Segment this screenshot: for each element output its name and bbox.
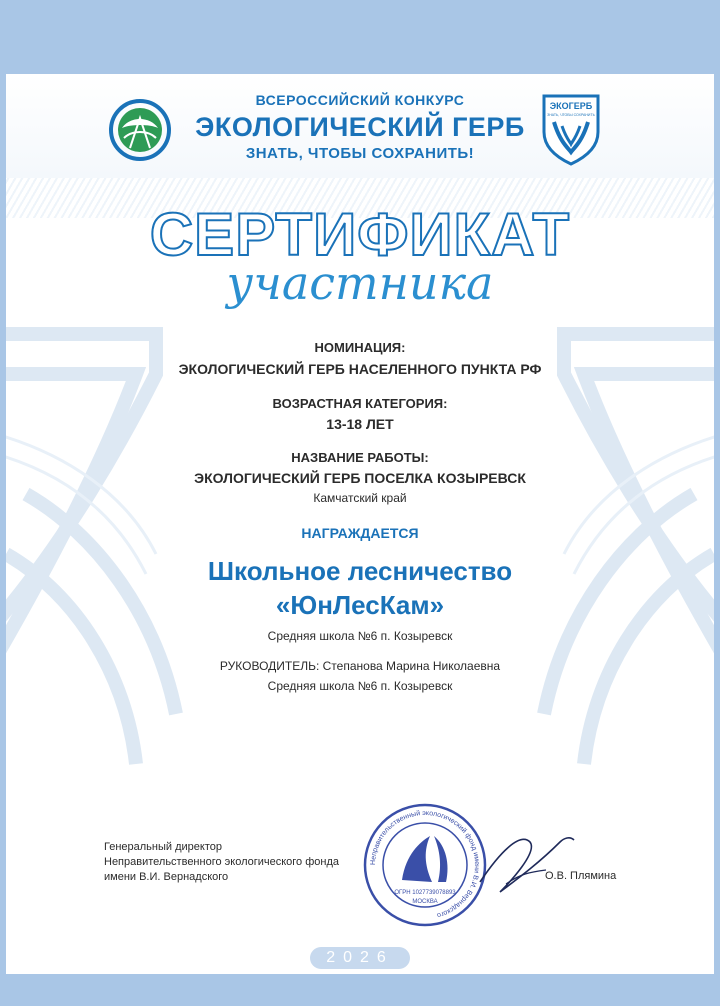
stamp-ring-text: Неправительственный экологический фонд имени В.И. Вернадского [369,809,481,919]
ekogerb-logo-text: ЭКОГЕРБ [549,101,593,111]
signature [470,822,580,902]
contest-slogan: ЗНАТЬ, ЧТОБЫ СОХРАНИТЬ! [245,145,475,162]
stamp-city: МОСКВА [412,899,438,905]
director-block [104,840,339,885]
top-border-band [0,0,720,74]
nomination-label: НОМИНАЦИЯ: [314,340,406,355]
bottom-border-band [0,974,720,1006]
age-category-value: 13-18 ЛЕТ [326,416,394,432]
stamp-ogrn: ОГРН 1027739078893 [394,890,456,896]
ekogerb-shield-logo [540,92,602,166]
age-category-label: ВОЗРАСТНАЯ КАТЕГОРИЯ: [272,396,448,411]
certificate-subtitle: участника [226,256,494,310]
awardee-school: Средняя школа №6 п. Козыревск [267,629,453,643]
director-org: Неправительственного экологического фонда [104,856,340,868]
year-badge: 2026 [310,947,410,969]
contest-label: ВСЕРОССИЙСКИЙ КОНКУРС [255,92,465,108]
ekogerb-logo-subtext: ЗНАТЬ, ЧТОБЫ СОХРАНИТЬ [547,113,595,117]
nomination-value: ЭКОЛОГИЧЕСКИЙ ГЕРБ НАСЕЛЕННОГО ПУНКТА РФ [178,361,542,377]
region: Камчатский край [313,491,407,505]
director-org-name: имени В.И. Вернадского [104,871,229,883]
work-title-value: ЭКОЛОГИЧЕСКИЙ ГЕРБ ПОСЕЛКА КОЗЫРЕВСК [194,470,526,486]
supervisor: РУКОВОДИТЕЛЬ: Степанова Марина Николаевна [219,659,501,673]
signer-name: О.В. Плямина [545,870,617,882]
supervisor-school: Средняя школа №6 п. Козыревск [267,679,453,693]
contest-title: ЭКОЛОГИЧЕСКИЙ ГЕРБ [195,112,525,142]
awarded-label: НАГРАЖДАЕТСЯ [301,525,419,541]
director-title: Генеральный директор [104,841,222,853]
awardee-name-line1: Школьное лесничество [207,556,513,586]
work-title-label: НАЗВАНИЕ РАБОТЫ: [291,450,429,465]
certificate-title: СЕРТИФИКАТ [149,201,571,268]
awardee-name-line2: «ЮнЛесКам» [275,590,445,620]
